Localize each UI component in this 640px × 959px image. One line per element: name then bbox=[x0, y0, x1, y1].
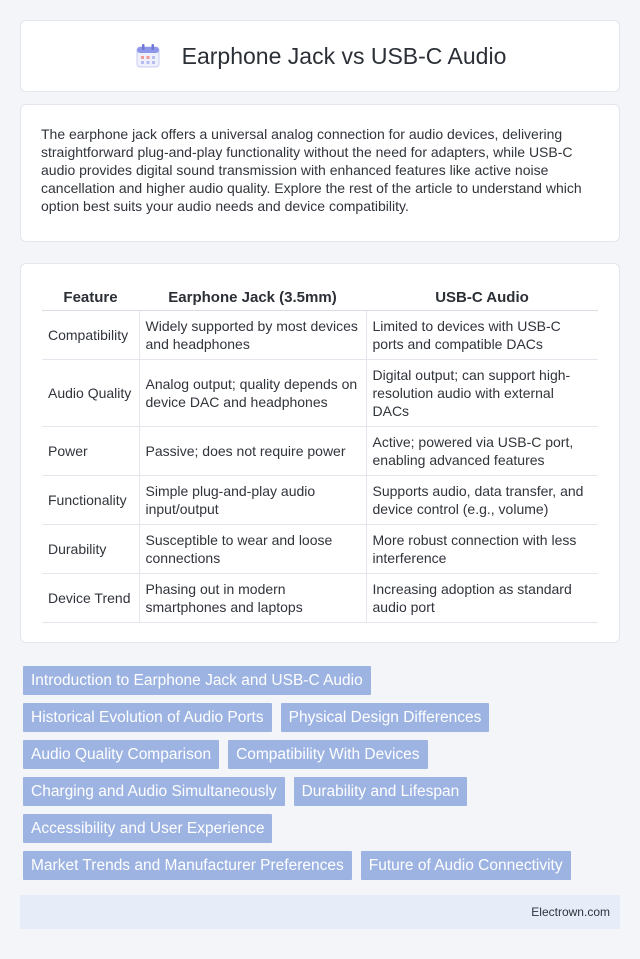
row-usbc: Digital output; can support high-resolution audio with external DACs bbox=[366, 359, 598, 426]
row-feature: Audio Quality bbox=[42, 359, 139, 426]
calendar-icon bbox=[134, 42, 162, 70]
tag-link[interactable]: Future of Audio Connectivity bbox=[361, 851, 571, 880]
tag-link[interactable]: Historical Evolution of Audio Ports bbox=[23, 703, 272, 732]
comparison-table bbox=[42, 284, 598, 623]
row-feature: Durability bbox=[42, 524, 139, 573]
row-usbc: More robust connection with less interference bbox=[366, 524, 598, 573]
row-feature: Device Trend bbox=[42, 573, 139, 622]
header-jack: Earphone Jack (3.5mm) bbox=[139, 284, 366, 310]
tag-link[interactable]: Accessibility and User Experience bbox=[23, 814, 272, 843]
tag-link[interactable]: Market Trends and Manufacturer Preferences bbox=[23, 851, 352, 880]
row-feature: Power bbox=[42, 426, 139, 475]
tag-link[interactable]: Compatibility With Devices bbox=[228, 740, 427, 769]
table-row bbox=[42, 475, 598, 524]
tag-row bbox=[23, 703, 603, 732]
table-row bbox=[42, 359, 598, 426]
tag-link[interactable]: Audio Quality Comparison bbox=[23, 740, 219, 769]
tag-link[interactable]: Charging and Audio Simultaneously bbox=[23, 777, 285, 806]
header-usbc: USB-C Audio bbox=[366, 284, 598, 310]
tag-link[interactable]: Introduction to Earphone Jack and USB-C Audio bbox=[23, 666, 371, 695]
table-header-row bbox=[42, 284, 598, 310]
row-feature: Functionality bbox=[42, 475, 139, 524]
intro-text: The earphone jack offers a universal analog connection for audio devices, delivering straightforward plug-and-play functionality without the need for adapters, while USB-C audio provides digital sound transmission with enhanced features like active noise cancellation and higher audio quality. Explore the rest of the article to understand which option best suits your audio needs and device compatibility. bbox=[41, 126, 582, 214]
table-row bbox=[42, 524, 598, 573]
tag-row bbox=[23, 777, 603, 806]
row-jack: Passive; does not require power bbox=[139, 426, 366, 475]
row-jack: Susceptible to wear and loose connections bbox=[139, 524, 366, 573]
row-usbc: Supports audio, data transfer, and device control (e.g., volume) bbox=[366, 475, 598, 524]
title-card bbox=[20, 20, 620, 92]
header-feature: Feature bbox=[42, 284, 139, 310]
tag-row bbox=[23, 666, 603, 695]
row-feature: Compatibility bbox=[42, 310, 139, 359]
intro-card bbox=[20, 104, 620, 242]
row-jack: Widely supported by most devices and headphones bbox=[139, 310, 366, 359]
page-title: Earphone Jack vs USB-C Audio bbox=[181, 42, 507, 69]
tag-row bbox=[23, 851, 603, 880]
row-usbc: Limited to devices with USB-C ports and compatible DACs bbox=[366, 310, 598, 359]
row-jack: Simple plug-and-play audio input/output bbox=[139, 475, 366, 524]
footer-brand[interactable]: Electrown.com bbox=[531, 905, 610, 919]
row-usbc: Active; powered via USB-C port, enabling advanced features bbox=[366, 426, 598, 475]
footer bbox=[20, 895, 620, 929]
row-jack: Phasing out in modern smartphones and laptops bbox=[139, 573, 366, 622]
row-jack: Analog output; quality depends on device DAC and headphones bbox=[139, 359, 366, 426]
tag-link[interactable]: Physical Design Differences bbox=[281, 703, 490, 732]
tag-link[interactable]: Durability and Lifespan bbox=[294, 777, 468, 806]
tag-row bbox=[23, 740, 603, 769]
table-row bbox=[42, 310, 598, 359]
tag-row bbox=[23, 814, 603, 843]
comparison-table-card bbox=[20, 263, 620, 643]
topic-tags bbox=[23, 666, 603, 888]
table-row bbox=[42, 573, 598, 622]
table-row bbox=[42, 426, 598, 475]
row-usbc: Increasing adoption as standard audio port bbox=[366, 573, 598, 622]
